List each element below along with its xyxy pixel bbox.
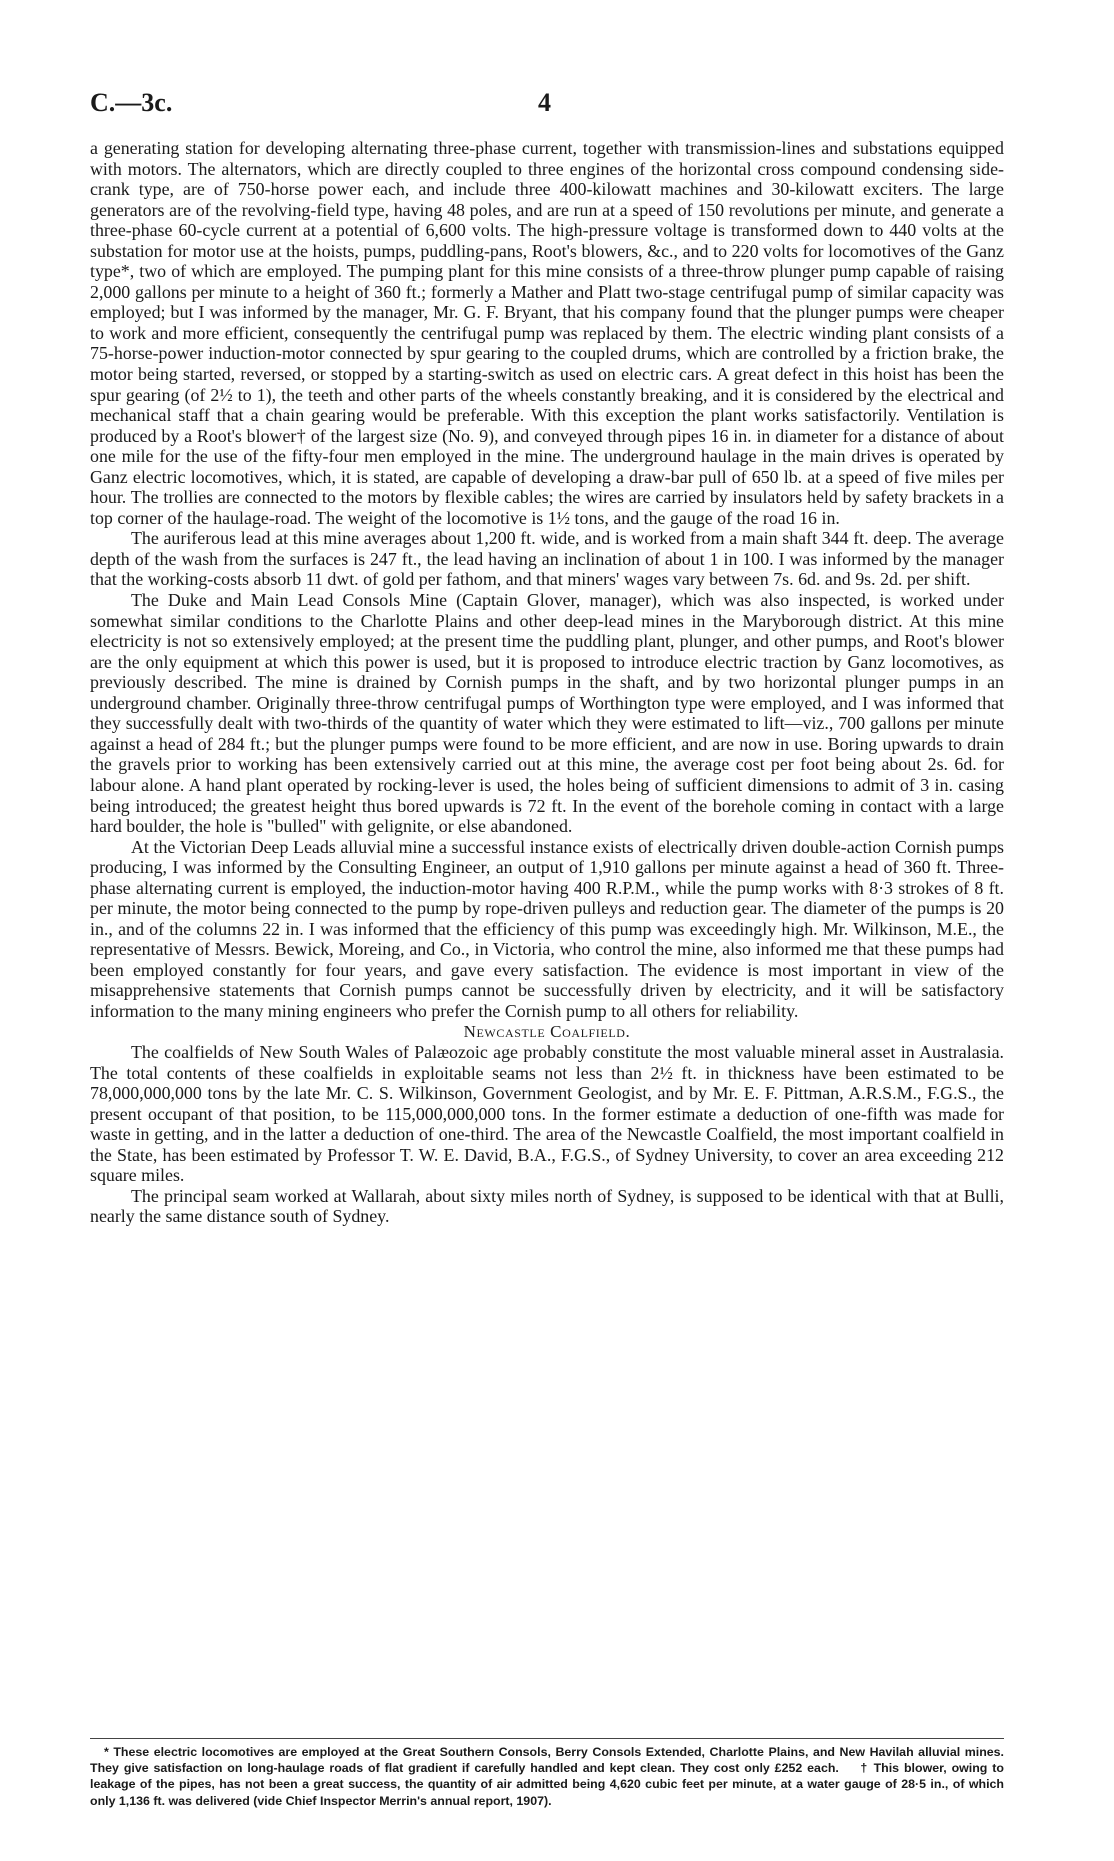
- paragraph-victorian-deep-leads: At the Victorian Deep Leads alluvial mine a successful instance exists of electrically driven double-action Cornish pumps producing, I was informed by the Consulting Engineer, an output of 1,910 gallons per minute against a head of 360 ft. Three-phase alternating current is employed, the induction-motor having 400 R.P.M., while the pump works with 8·3 strokes of 8 ft. per minute, the motor being connected to the pump by rope-driven pulleys and reduction gear. The diameter of the pumps is 20 in., and of the columns 22 in. I was informed that the efficiency of this pump was exceedingly high. Mr. Wilkinson, M.E., the representative of Messrs. Bewick, Moreing, and Co., in Victoria, who control the mine, also informed me that these pumps had been employed constantly for four years, and gave every satisfaction. The evidence is most important in view of the misapprehensive statements that Cornish pumps cannot be successfully driven by electricity, and it will be satisfactory information to the many mining engineers who prefer the Cornish pump to all others for reliability.: [90, 836, 1004, 1021]
- footnote-locomotives: * These electric locomotives are employed at the Great Southern Consols, Berry Consols Extended, Charlotte Plains, and New Havilah alluvial mines. They give satisfaction on long-haulage roads of flat gradient if carefully handled and kept clean. They cost only £252 each.: [90, 1745, 1004, 1776]
- section-heading: Newcastle Coalfield.: [463, 1021, 631, 1041]
- paragraph-duke-main-lead: The Duke and Main Lead Consols Mine (Captain Glover, manager), which was also inspected, is worked under somewhat similar conditions to the Charlotte Plains and other deep-lead mines in the Maryborough district. At this mine electricity is not so extensively employed; at the present time the puddling plant, plunger, and other pumps, and Root's blower are the only equipment at which this power is used, but it is proposed to introduce electric traction by Ganz locomotives, as previously described. The mine is drained by Cornish pumps in the shaft, and by two horizontal plunger pumps in an underground chamber. Originally three-throw centrifugal pumps of Worthington type were employed, and I was informed that they successfully dealt with two-thirds of the quantity of water which they were estimated to lift—viz., 700 gallons per minute against a head of 284 ft.; but the plunger pumps were found to be more efficient, and are now in use. Boring upwards to drain the gravels prior to working has been extensively carried out at this mine, the average cost per foot being about 2s. 6d. for labour alone. A hand plant operated by rocking-lever is used, the holes being of sufficient dimensions to admit of 3 in. casing being introduced; the greatest height thus bored upwards is 72 ft. In the event of the borehole coming in contact with a large hard boulder, the hole is "bulled" with gelignite, or else abandoned.: [90, 590, 1004, 837]
- footnote-divider: [90, 1738, 1004, 1739]
- footnotes: [90, 1744, 1004, 1809]
- page-number: 4: [538, 88, 551, 117]
- paragraph-generating-station: a generating station for developing alternating three-phase current, together with transmission-lines and substations equipped with motors. The alternators, which are directly coupled to three engines of the horizontal cross compound condensing side-crank type, are of 750-horse power each, and include three 400-kilowatt machines and 30-kilowatt exciters. The large generators are of the revolving-field type, having 48 poles, and are run at a speed of 150 revolutions per minute, and generate a three-phase 60-cycle current at a potential of 6,600 volts. The high-pressure voltage is transformed down to 440 volts at the substation for motor use at the hoists, pumps, puddling-pans, Root's blowers, &c., and to 220 volts for locomotives of the Ganz type*, two of which are employed. The pumping plant for this mine consists of a three-throw plunger pump capable of raising 2,000 gallons per minute to a height of 360 ft.; formerly a Mather and Platt two-stage centrifugal pump of similar capacity was employed; but I was informed by the manager, Mr. G. F. Bryant, that his company found that the plunger pumps were cheaper to work and more efficient, consequently the centrifugal pump was replaced by them. The electric winding plant consists of a 75-horse-power induction-motor connected by spur gearing to the coupled drums, which are controlled by a friction brake, the motor being started, reversed, or stopped by a starting-switch as used on electric cars. A great defect in this hoist has been the spur gearing (of 2½ to 1), the teeth and other parts of the wheels constantly breaking, and it is considered by the electrical and mechanical staff that a chain gearing would be preferable. With this exception the plant works satisfactorily. Ventilation is produced by a Root's blower† of the largest size (No. 9), and conveyed through pipes 16 in. in diameter for a distance of about one mile for the use of the fifty-four men employed in the mine. The underground haulage in the main drives is operated by Ganz electric locomotives, which, it is stated, are capable of developing a draw-bar pull of 650 lb. at a speed of five miles per hour. The trollies are connected to the motors by flexible cables; the wires are carried by insulators held by safety brackets in a top corner of the haulage-road. The weight of the locomotive is 1½ tons, and the gauge of the road 16 in.: [90, 138, 1004, 528]
- paragraph-wallarah-seam: The principal seam worked at Wallarah, about sixty miles north of Sydney, is supposed to be identical with that at Bulli, nearly the same distance south of Sydney.: [90, 1185, 1004, 1227]
- footnote-blower: † This blower, owing to leakage of the pipes, has not been a great success, the quantity of air admitted being 4,620 cubic feet per minute, at a water gauge of 28·5 in., of which only 1,136 ft. was delivered (vide Chief Inspector Merrin's annual report, 1907).: [90, 1761, 1004, 1808]
- body-text: [90, 138, 1004, 1227]
- document-reference: C.—3c.: [90, 88, 173, 117]
- paragraph-coalfields: The coalfields of New South Wales of Palæozoic age probably constitute the most valuable mineral asset in Australasia. The total contents of these coalfields in exploitable seams not less than 2½ ft. in thickness have been estimated to be 78,000,000,000 tons by the late Mr. C. S. Wilkinson, Government Geologist, and by Mr. E. F. Pittman, A.R.S.M., F.G.S., the present occupant of that position, to be 115,000,000,000 tons. In the former estimate a deduction of one-fifth was made for waste in getting, and in the latter a deduction of one-third. The area of the Newcastle Coalfield, the most important coalfield in the State, has been estimated by Professor T. W. E. David, B.A., F.G.S., of Sydney University, to cover an area exceeding 212 square miles.: [90, 1042, 1004, 1186]
- paragraph-auriferous-lead: The auriferous lead at this mine averages about 1,200 ft. wide, and is worked from a main shaft 344 ft. deep. The average depth of the wash from the surfaces is 247 ft., the lead having an inclination of about 1 in 100. I was informed by the manager that the working-costs absorb 11 dwt. of gold per fathom, and that miners' wages vary between 7s. 6d. and 9s. 2d. per shift.: [90, 528, 1004, 590]
